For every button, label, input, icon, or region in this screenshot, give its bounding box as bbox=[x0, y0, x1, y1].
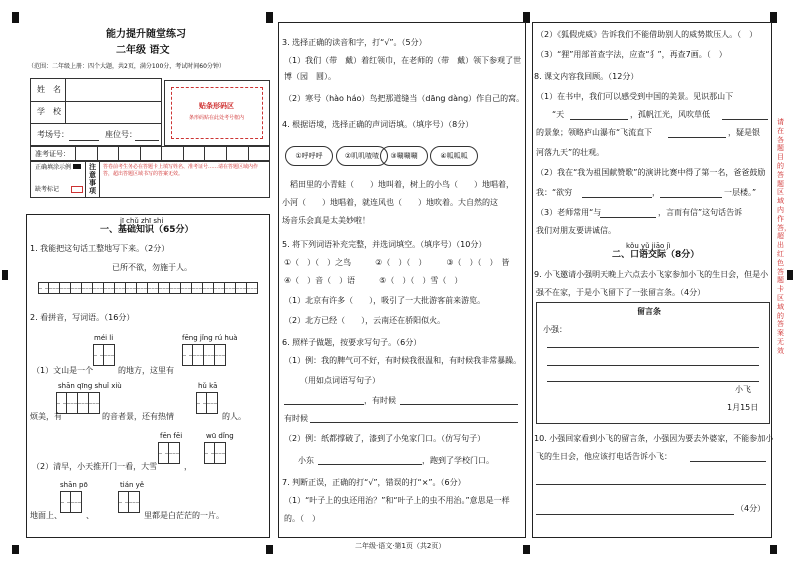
registration-mark bbox=[12, 545, 19, 554]
q8-answer-line-2[interactable] bbox=[722, 119, 768, 120]
q10-score: （4分） bbox=[736, 504, 766, 513]
q6-end1: 有时候 bbox=[284, 414, 308, 423]
q5-row2: ④（ ）音（ ）语 ⑤（ ）（ ）雪（ ） bbox=[284, 276, 463, 285]
q9-text2: 强不在家，于是小飞留下了一张留言条。（4分） bbox=[536, 288, 706, 297]
q10-answer-line-3[interactable] bbox=[536, 514, 734, 515]
q2-line2a: 烦美，有 bbox=[30, 412, 62, 421]
missing-label: 缺考标记 bbox=[35, 186, 60, 193]
q2-line2b: 的音者景，还有热情 bbox=[102, 412, 174, 421]
seat-label: 座位号： bbox=[105, 130, 137, 139]
q8-line3a: 的景象；领略庐山瀑布“飞流直下 bbox=[536, 128, 653, 137]
q6-fill2a: 小东 bbox=[298, 456, 314, 465]
q2-pinyin-3: shān qīng shuǐ xiù bbox=[58, 382, 122, 390]
exam-scope: （范围：二年级上册：四个大题，共2页，满分100分，考试时间60分钟） bbox=[28, 63, 225, 70]
q2-pinyin-6: wū dǐng bbox=[206, 432, 234, 440]
q10-text: 10. 小强回家看到小飞的留言条，小强因为要去外婆家，不能参加小 bbox=[534, 434, 774, 443]
q2-line1b: 的地方，这里有 bbox=[118, 366, 174, 375]
registration-mark bbox=[787, 270, 793, 280]
q3-line2: （2）寒号（hào háo）鸟把那道缝当（dāng dàng）作自己的窝。 bbox=[284, 94, 525, 103]
notice-title: 注意事项 bbox=[89, 163, 96, 195]
q2-pinyin-8: tián yě bbox=[120, 481, 145, 489]
q6-example1: （1）例：我的脾气可不好，有时候我很温和，有时候我非常暴躁。 bbox=[284, 356, 522, 365]
q2-line3a: （2）清早，小天推开门一看，大雪 bbox=[32, 462, 158, 471]
registration-mark bbox=[266, 12, 273, 23]
q2-grid-3[interactable] bbox=[56, 392, 100, 414]
q6-answer-line-1a[interactable] bbox=[284, 404, 364, 405]
q8-text: 8. 课文内容我回顾。（12分） bbox=[534, 72, 639, 81]
q2-pinyin-2: fēng jǐng rú huà bbox=[182, 334, 238, 342]
q1-text: 1. 我能把这句话工整地写下来。（2分） bbox=[30, 244, 170, 253]
q8-line8: 我们对朋友要讲诚信。 bbox=[536, 226, 616, 235]
q5-text: 5. 将下列词语补充完整，并选词填空。（填序号）（10分） bbox=[282, 240, 487, 249]
q4-line2: 小河（ ）地唱着，就连风也（ ）地吹着。大自然的这 bbox=[282, 198, 498, 207]
q8-line7b: ，言而有信”这句话告诉 bbox=[658, 208, 743, 217]
q6-answer-line-1c[interactable] bbox=[310, 422, 518, 423]
q8-line7a: （3）老师常用“与 bbox=[536, 208, 602, 217]
q10-answer-line-2[interactable] bbox=[536, 484, 766, 485]
q2-pinyin-5: fēn fēi bbox=[160, 432, 183, 440]
q8-line2b: ，孤帆江光，风吹草低 bbox=[630, 110, 710, 119]
q8-line3b: ，疑是银 bbox=[728, 128, 760, 137]
q1-writing-grid[interactable] bbox=[38, 282, 258, 294]
q5-line1: （1）北京有许多（ ），吸引了一大批游客前来游览。 bbox=[284, 296, 486, 305]
q9-note-title: 留言条 bbox=[637, 307, 661, 316]
ticket-label: 准考证号： bbox=[35, 150, 70, 158]
q7-line2: （2）《狐假虎威》告诉我们不能借助别人的威势欺压人。（ ） bbox=[536, 30, 758, 39]
registration-mark bbox=[2, 270, 8, 280]
q2-line2c: 的人。 bbox=[222, 412, 246, 421]
fill-notice-box bbox=[30, 160, 270, 198]
q7-line1b: 的。（ ） bbox=[284, 514, 320, 523]
q8-answer-line-1[interactable] bbox=[570, 119, 628, 120]
q2-line1a: （1）文山是一个 bbox=[32, 366, 94, 375]
q6-answer-line-2[interactable] bbox=[318, 464, 422, 465]
barcode-area bbox=[164, 80, 270, 146]
section2-title: 二、口语交际（8分） bbox=[612, 250, 700, 260]
q2-grid-2[interactable] bbox=[182, 344, 226, 366]
q10-text2a: 飞的生日会，他应该打电话告诉小飞： bbox=[536, 452, 672, 461]
q2-pinyin-1: méi li bbox=[94, 334, 114, 342]
exam-subtitle: 二年级 语文 bbox=[116, 45, 170, 56]
school-label: 学 校 bbox=[37, 107, 61, 116]
q3-line1: （1）我们（带 戴）着红领巾，在老师的（带 戴）领下参观了世 bbox=[284, 56, 522, 65]
q2-line4a: 地面上、 bbox=[30, 511, 62, 520]
q2-grid-5[interactable] bbox=[158, 442, 180, 464]
q4-option-2: ②叽叽喳喳 bbox=[336, 146, 388, 166]
q6-example1-hint: （用如点词语写句子） bbox=[300, 376, 380, 385]
q4-line3: 场音乐会真是太美妙啦！ bbox=[282, 216, 370, 225]
q4-option-1: ①呼呼呼 bbox=[285, 146, 333, 166]
section1-title: 一、基础知识（65分） bbox=[100, 225, 194, 235]
q2-line3b: ， bbox=[184, 462, 192, 471]
q2-grid-6[interactable] bbox=[204, 442, 226, 464]
q2-grid-7[interactable] bbox=[60, 491, 82, 513]
registration-mark bbox=[523, 545, 530, 554]
q6-text: 6. 照样子做题，按要求写句子。（6分） bbox=[282, 338, 422, 347]
notice-text: 答卷前考生务必在答题卡上填写姓名、准考证号……请在答题区域内作答，超出答题区域书写的答案无效。 bbox=[103, 164, 259, 177]
q2-pinyin-4: hǔ kā bbox=[198, 382, 218, 390]
q8-line5: （2）我在“我为祖国献赞歌”的演讲比赛中得了第一名，爸爸鼓励 bbox=[536, 168, 766, 177]
q3-line1b: 博（园 圆）。 bbox=[284, 72, 336, 81]
q6-fill2b: ，跑到了学校门口。 bbox=[422, 456, 494, 465]
q9-note-greeting: 小强： bbox=[543, 325, 567, 334]
q7-line3: （3）“狸”用部首查字法，应查“犭”，再查7画。（ ） bbox=[536, 50, 727, 59]
fill-example-mark bbox=[73, 164, 81, 169]
q9-note-date: 1月15日 bbox=[727, 403, 759, 412]
q9-note-line-3[interactable] bbox=[547, 381, 759, 382]
q8-line2a: “天 bbox=[552, 110, 565, 119]
q4-line1: 稻田里的小青蛙（ ）地叫着，树上的小鸟（ ）地唱着， bbox=[282, 180, 514, 189]
q5-line2: （2）北方已经（ ），云南还在骄阳似火。 bbox=[284, 316, 446, 325]
q2-grid-1[interactable] bbox=[93, 344, 115, 366]
section1-pinyin: jī chǔ zhī shi bbox=[120, 217, 164, 225]
q2-grid-4[interactable] bbox=[196, 392, 218, 414]
q4-option-4: ④呱呱呱 bbox=[430, 146, 478, 166]
q3-text: 3. 选择正确的读音和字，打“√”。（5分） bbox=[282, 38, 427, 47]
q9-note-box bbox=[536, 302, 770, 424]
sidebar-warning: 请在各题目的答题区域内作答，超出红色答题卡区域的答案无效 bbox=[777, 118, 791, 355]
q5-row1: ①（ ）（ ）之鸟 ②（ ）（ ） ③（ ）（ ） 皆 bbox=[284, 258, 510, 267]
q7-text: 7. 判断正误，正确的打“√”，错误的打“×”。（6分） bbox=[282, 478, 466, 487]
page-footer: 二年级·语文·第1页（共2页） bbox=[355, 542, 446, 550]
q8-answer-line-5[interactable] bbox=[660, 197, 722, 198]
q2-grid-8[interactable] bbox=[118, 491, 140, 513]
q7-line1: （1）“叶子上的虫还用治？”和“叶子上的虫不用治。”意思是一样 bbox=[284, 496, 510, 505]
q8-answer-line-6[interactable] bbox=[600, 217, 656, 218]
q8-answer-line-3[interactable] bbox=[668, 137, 726, 138]
barcode-note: 条形码贴在此处考号框内 bbox=[189, 115, 245, 121]
q9-text: 9. 小飞邀请小强明天晚上六点去小飞家参加小飞的生日会，但是小 bbox=[534, 270, 769, 279]
info-table bbox=[30, 78, 162, 146]
q8-line6c: 一层楼。” bbox=[724, 188, 757, 197]
name-label: 姓 名 bbox=[37, 85, 61, 94]
q2-text: 2. 看拼音，写词语。（16分） bbox=[30, 313, 135, 322]
q6-answer-line-1b[interactable] bbox=[400, 404, 518, 405]
q8-line1: （1）在书中，我们可以感受到中国的美景。见识那山下 bbox=[536, 92, 734, 101]
q4-text: 4. 根据语境，选择正确的声词语填。（填序号）（8分） bbox=[282, 120, 474, 129]
missing-checkbox[interactable] bbox=[71, 186, 83, 193]
registration-mark bbox=[12, 12, 19, 23]
q9-note-line-2[interactable] bbox=[547, 365, 759, 366]
q8-line6b: ， bbox=[652, 188, 660, 197]
q8-line4: 河落九天”的壮观。 bbox=[536, 148, 605, 157]
exam-title: 能力提升随堂练习 bbox=[106, 29, 186, 40]
q6-example2: （2）例：纸都撑破了，漆到了小兔家门口。（仿写句子） bbox=[284, 434, 486, 443]
q8-answer-line-4[interactable] bbox=[582, 197, 652, 198]
q1-sentence: 已所不欲，勿施于人。 bbox=[112, 263, 192, 272]
section2-pinyin: kǒu yǔ jiāo jì bbox=[626, 242, 671, 250]
registration-mark bbox=[266, 545, 273, 554]
barcode-title: 贴条形码区 bbox=[199, 102, 234, 110]
q9-note-line-1[interactable] bbox=[547, 347, 759, 348]
exam-room-label: 考场号： bbox=[37, 130, 69, 139]
q9-note-sign: 小飞 bbox=[735, 385, 751, 394]
q8-line6a: 我：“欲穷 bbox=[536, 188, 573, 197]
q4-option-3: ③唰唰唰 bbox=[380, 146, 428, 166]
q10-answer-line-1[interactable] bbox=[690, 461, 766, 462]
q6-fill1: ，有时候 bbox=[364, 396, 396, 405]
q2-pinyin-7: shān pō bbox=[60, 481, 88, 489]
registration-mark bbox=[770, 545, 777, 554]
q2-line4c: 里都是白茫茫的一片。 bbox=[144, 511, 224, 520]
fill-example-label: 正确填涂示例 bbox=[35, 164, 72, 171]
q2-line4b: 、 bbox=[86, 511, 94, 520]
